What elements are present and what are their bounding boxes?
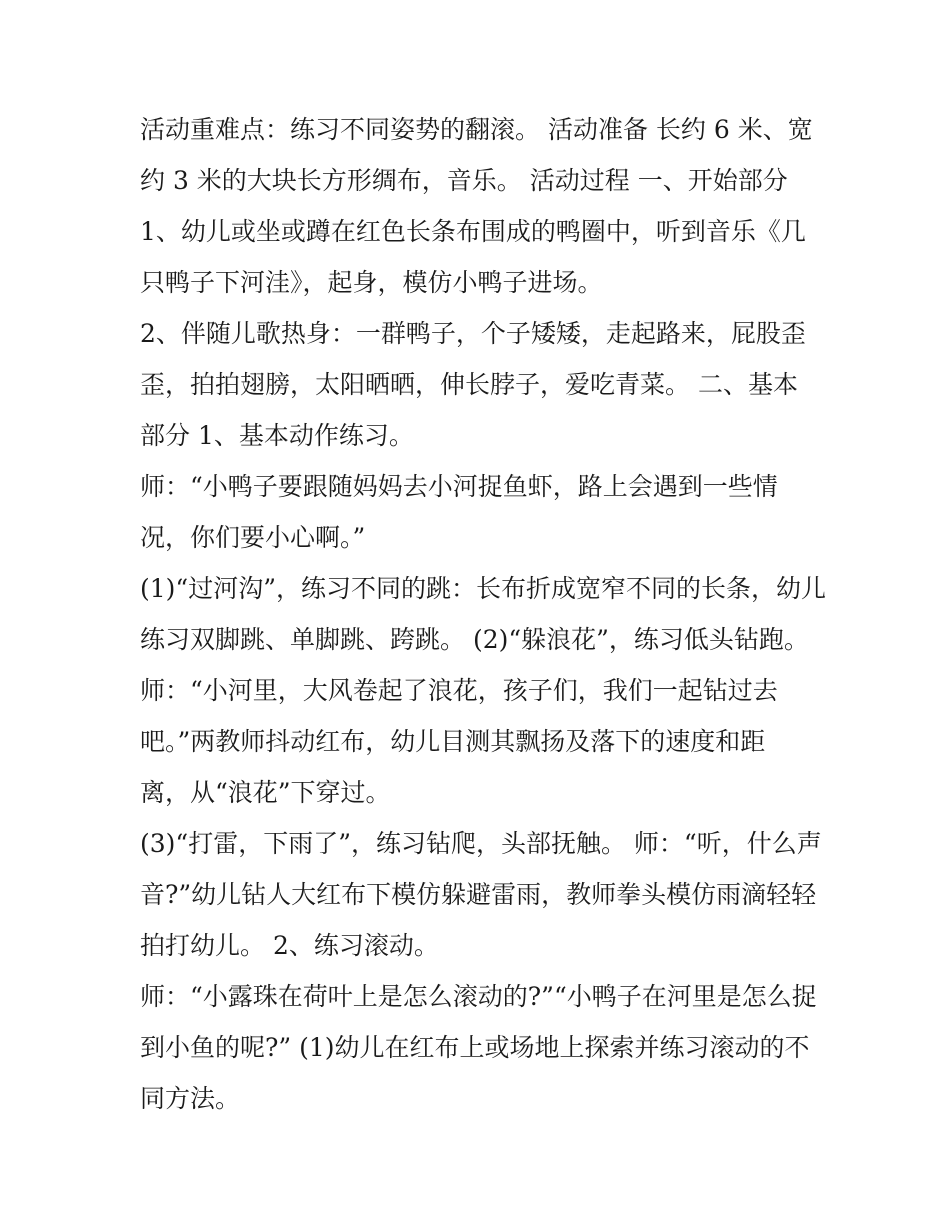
text-line: (1)“过河沟”，练习不同的跳：长布折成宽窄不同的长条，幼儿: [140, 574, 826, 603]
text-line: 离，从“浪花”下穿过。: [140, 778, 391, 807]
text-line: 拍打幼儿。 2、练习滚动。: [140, 931, 439, 960]
text-line: 约 3 米的大块长方形绸布，音乐。 活动过程 一、开始部分: [140, 166, 788, 195]
text-line: 只鸭子下河洼》，起身，模仿小鸭子进场。: [140, 268, 603, 297]
text-line: 师：“小河里，大风卷起了浪花，孩子们，我们一起钻过去: [140, 676, 778, 705]
text-line: (3)“打雷，下雨了”，练习钻爬，头部抚触。 师：“听，什么声: [140, 829, 822, 858]
text-line: 到小鱼的呢?” (1)幼儿在红布上或场地上探索并练习滚动的不: [140, 1033, 810, 1062]
text-line: 1、幼儿或坐或蹲在红色长条布围成的鸭圈中，听到音乐《几: [140, 217, 806, 246]
text-line: 同方法。: [140, 1084, 241, 1113]
text-line: 活动重难点：练习不同姿势的翻滚。 活动准备 长约 6 米、宽: [140, 115, 813, 144]
text-line: 师：“小鸭子要跟随妈妈去小河捉鱼虾，路上会遇到一些情: [140, 472, 778, 501]
text-line: 2、伴随儿歌热身：一群鸭子，个子矮矮，走起路来，屁股歪: [140, 319, 806, 348]
text-line: 况，你们要小心啊。”: [140, 523, 366, 552]
text-line: 音?”幼儿钻人大红布下模仿躲避雷雨，教师拳头模仿雨滴轻轻: [140, 880, 817, 909]
text-line: 吧。”两教师抖动红布，幼儿目测其飘扬及落下的速度和距: [140, 727, 766, 756]
text-line: 师：“小露珠在荷叶上是怎么滚动的?”“小鸭子在河里是怎么捉: [140, 982, 817, 1011]
text-line: 部分 1、基本动作练习。: [140, 421, 414, 450]
text-line: 歪，拍拍翅膀，太阳晒晒，伸长脖子，爱吃青菜。 二、基本: [140, 370, 798, 399]
text-line: 练习双脚跳、单脚跳、跨跳。 (2)“躲浪花”，练习低头钻跑。: [140, 625, 809, 654]
document-body: [140, 104, 826, 1124]
